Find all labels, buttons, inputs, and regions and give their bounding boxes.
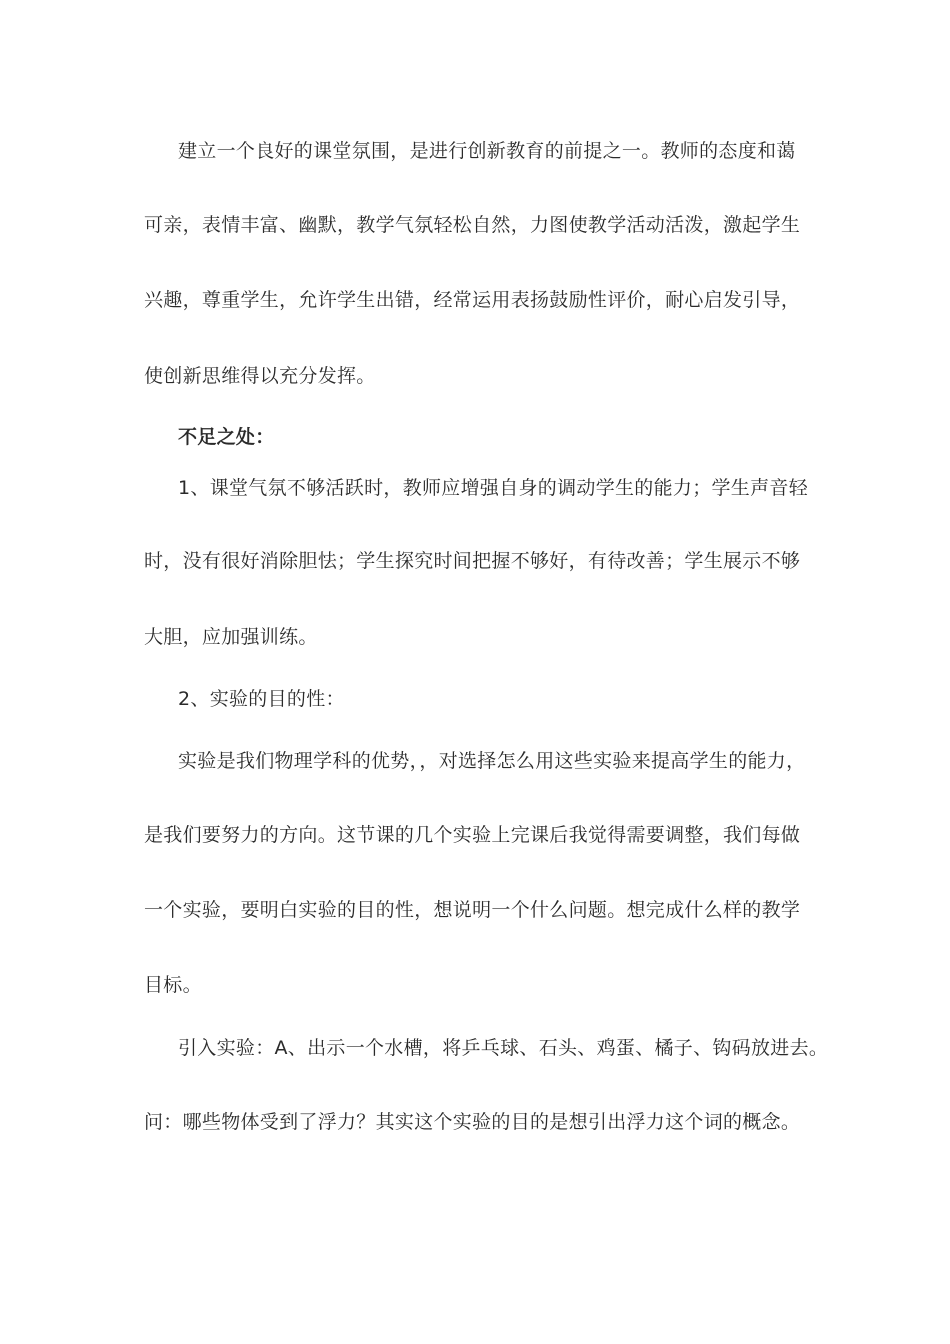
paragraph-1-line-1: 建立一个良好的课堂氛围，是进行创新教育的前提之一。教师的态度和蔼: [178, 140, 796, 162]
paragraph-2-line-1: 1、课堂气氛不够活跃时，教师应增强自身的调动学生的能力；学生声音轻: [178, 477, 808, 499]
paragraph-4-line-3: 一个实验，要明白实验的目的性，想说明一个什么问题。想完成什么样的教学: [144, 899, 801, 921]
section-heading: 不足之处：: [178, 426, 275, 448]
paragraph-3: 2、实验的目的性：: [178, 688, 345, 710]
paragraph-1-line-4: 使创新思维得以充分发挥。: [144, 365, 376, 387]
paragraph-1-line-2: 可亲，表情丰富、幽默，教学气氛轻松自然，力图使教学活动活泼，激起学生: [144, 214, 801, 236]
paragraph-5-line-1: 引入实验：A、出示一个水槽，将乒乓球、石头、鸡蛋、橘子、钩码放进去。: [178, 1037, 829, 1059]
paragraph-5-line-2: 问：哪些物体受到了浮力？其实这个实验的目的是想引出浮力这个词的概念。: [144, 1111, 801, 1133]
paragraph-4-line-4: 目标。: [144, 974, 202, 996]
paragraph-2-line-2: 时，没有很好消除胆怯；学生探究时间把握不够好，有待改善；学生展示不够: [144, 550, 801, 572]
paragraph-2-line-3: 大胆，应加强训练。: [144, 626, 318, 648]
paragraph-1-line-3: 兴趣，尊重学生，允许学生出错，经常运用表扬鼓励性评价，耐心启发引导，: [144, 289, 801, 311]
paragraph-4-line-1: 实验是我们物理学科的优势，，对选择怎么用这些实验来提高学生的能力，: [178, 750, 806, 772]
paragraph-4-line-2: 是我们要努力的方向。这节课的几个实验上完课后我觉得需要调整，我们每做: [144, 824, 801, 846]
